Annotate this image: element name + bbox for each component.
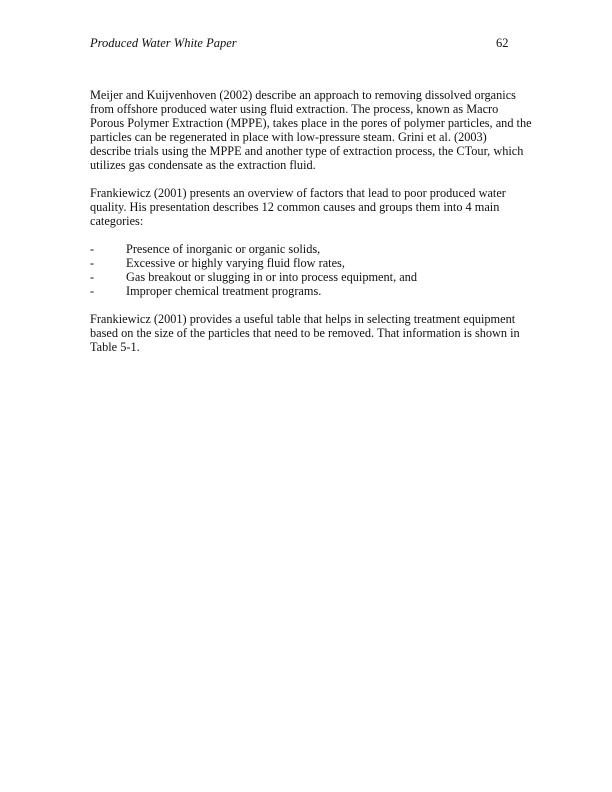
list-item-text: Gas breakout or slugging in or into process equipment, and — [126, 270, 417, 284]
list-item-text: Excessive or highly varying fluid flow rates, — [126, 256, 345, 270]
page-number: 62 — [496, 36, 509, 50]
paragraph-mppe — [90, 88, 530, 172]
bullet-dash: - — [90, 242, 95, 256]
running-header-title: Produced Water White Paper — [90, 36, 237, 50]
bullet-list — [90, 242, 530, 298]
bullet-dash: - — [90, 256, 95, 270]
paragraph-table-reference — [90, 312, 530, 354]
text-line: particles can be regenerated in place with low-pressure steam. Grini et al. (2003) — [90, 130, 487, 144]
text-line: quality. His presentation describes 12 common causes and groups them into 4 main — [90, 200, 500, 214]
list-item-text: Presence of inorganic or organic solids, — [126, 242, 321, 256]
text-line: utilizes gas condensate as the extraction fluid. — [90, 158, 316, 172]
text-line: Frankiewicz (2001) provides a useful table that helps in selecting treatment equipment — [90, 312, 516, 326]
bullet-dash: - — [90, 270, 95, 284]
list-item — [90, 284, 530, 298]
bullet-dash: - — [90, 284, 95, 298]
text-line: based on the size of the particles that need to be removed. That information is shown in — [90, 326, 520, 340]
text-line: categories: — [90, 214, 144, 228]
text-line: describe trials using the MPPE and another type of extraction process, the CTour, which — [90, 144, 524, 158]
list-item — [90, 270, 530, 284]
list-item-text: Improper chemical treatment programs. — [126, 284, 322, 298]
text-line: Meijer and Kuijvenhoven (2002) describe an approach to removing dissolved organics — [90, 88, 516, 102]
list-item — [90, 242, 530, 256]
text-line: from offshore produced water using fluid extraction. The process, known as Macro — [90, 102, 499, 116]
text-line: Table 5-1. — [90, 340, 140, 354]
text-line: Frankiewicz (2001) presents an overview of factors that lead to poor produced water — [90, 186, 506, 200]
text-line: Porous Polymer Extraction (MPPE), takes place in the pores of polymer particles, and the — [90, 116, 532, 130]
paragraph-frankiewicz-overview — [90, 186, 530, 228]
list-item — [90, 256, 530, 270]
